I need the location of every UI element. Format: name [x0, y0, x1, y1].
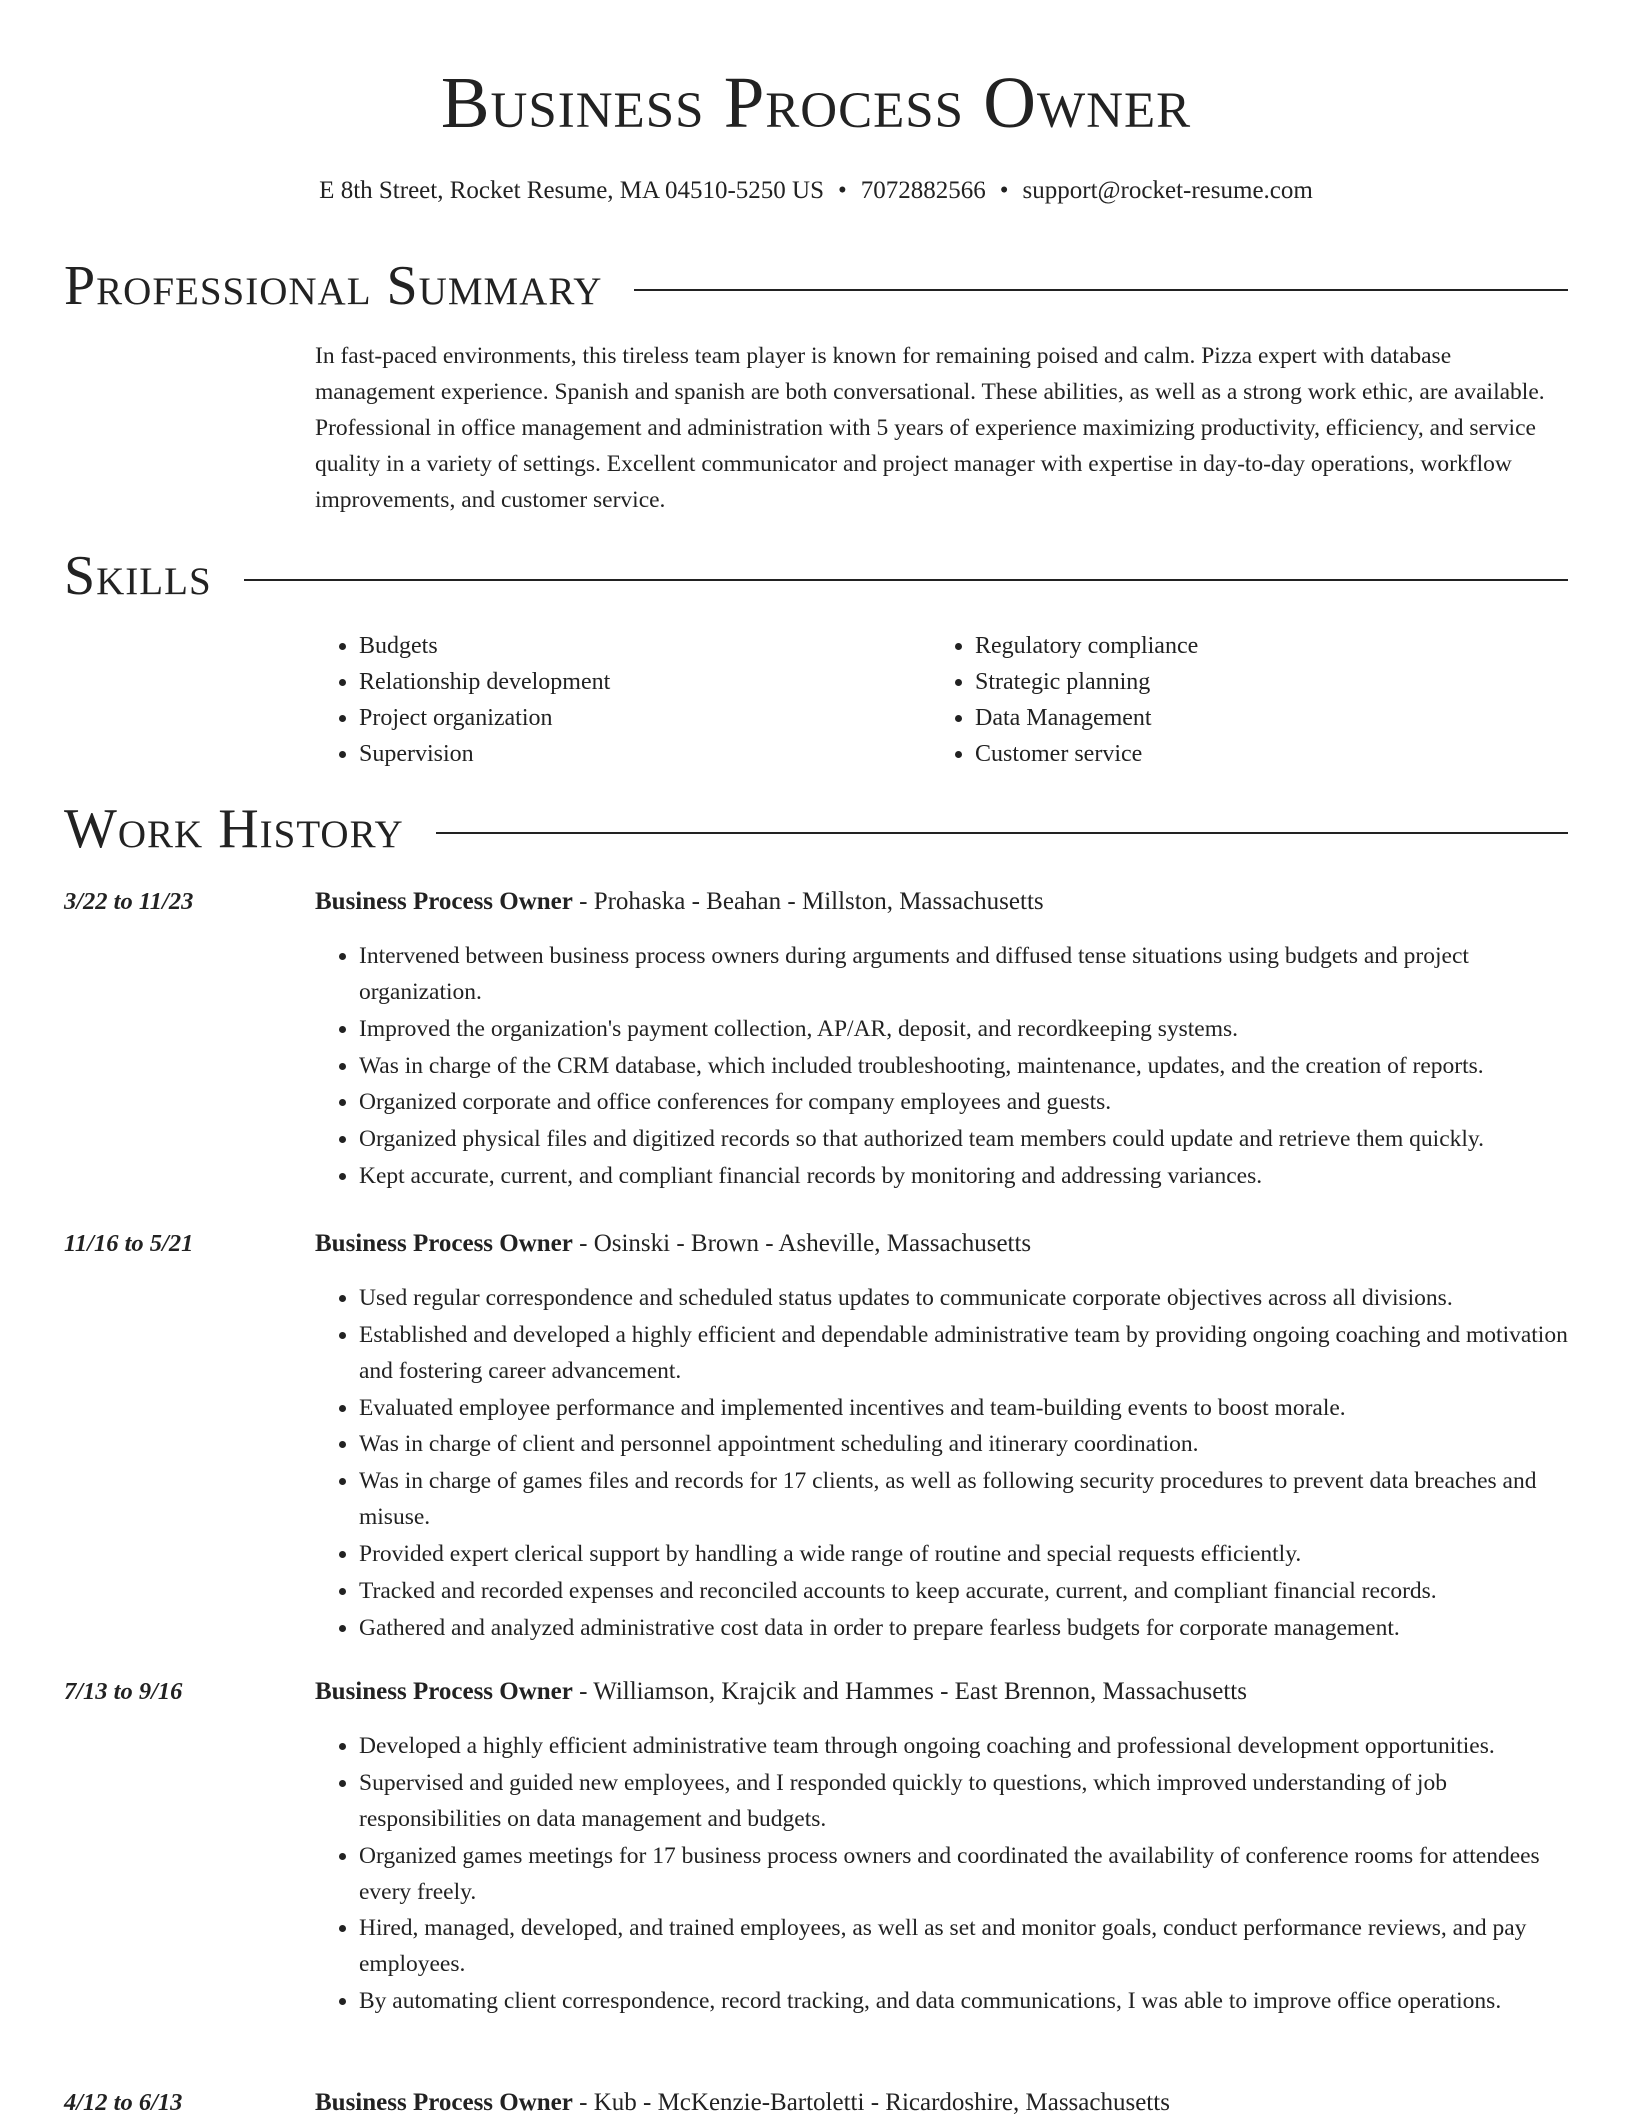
phone: 7072882566	[860, 177, 986, 204]
job-heading	[315, 1226, 1031, 1262]
address: E 8th Street, Rocket Resume, MA 04510-5250 US	[319, 177, 824, 204]
job-bullet: • Developed a highly efficient administrative team through ongoing coaching and professional development opportunities.	[359, 1728, 1568, 1764]
candidate-name: Business Process Owner	[440, 62, 1192, 143]
job-company: - Osinski - Brown - Asheville, Massachusetts	[572, 1230, 1032, 1257]
job-bullet: • Supervised and guided new employees, and I responded quickly to questions, which improved understanding of job responsibilities on data management and budgets.	[359, 1765, 1568, 1837]
skill-item: • Regulatory compliance	[975, 628, 1198, 664]
section-divider	[244, 579, 1568, 581]
job-company: - Prohaska - Beahan - Millston, Massachusetts	[572, 888, 1044, 915]
job-bullet: • Kept accurate, current, and compliant financial records by monitoring and addressing variances.	[359, 1158, 1568, 1194]
job-bullet: • Was in charge of the CRM database, which included troubleshooting, maintenance, updates, and the creation of reports.	[359, 1048, 1568, 1084]
job-title: Business Process Owner	[315, 1230, 573, 1257]
summary-text: In fast-paced environments, this tireless team player is known for remaining poised and calm. Pizza expert with database management experience. Spanish and spanish are both conversational. These abilities, as well as a strong work ethic, are available. Professional in office management and administration with 5 years of experience maximizing productivity, efficiency, and service quality in a variety of settings. Excellent communicator and project manager with expertise in day-to-day operations, workflow improvements, and customer service.	[315, 343, 1545, 513]
job-bullets	[315, 1728, 1568, 2020]
job-bullet: • Organized corporate and office conferences for company employees and guests.	[359, 1084, 1568, 1120]
job-bullet: • Organized games meetings for 17 business process owners and coordinated the availability of conference rooms for attendees every freely.	[359, 1838, 1568, 1910]
job-company: - Williamson, Krajcik and Hammes - East Brennon, Massachusetts	[572, 1678, 1247, 1705]
job-bullet: • Tracked and recorded expenses and reconciled accounts to keep accurate, current, and compliant financial records.	[359, 1573, 1568, 1609]
job-bullet: • Hired, managed, developed, and trained employees, as well as set and monitor goals, conduct performance reviews, and pay employees.	[359, 1910, 1568, 1982]
job-bullet: • Established and developed a highly efficient and dependable administrative team by providing ongoing coaching and motivation and fostering career advancement.	[359, 1317, 1568, 1389]
job-title: Business Process Owner	[315, 1678, 573, 1705]
separator: •	[838, 177, 847, 204]
skill-item: • Strategic planning	[975, 664, 1198, 700]
job-bullets	[315, 1280, 1568, 1646]
job-heading	[315, 2085, 1170, 2121]
job-company: - Kub - McKenzie-Bartoletti - Ricardoshire, Massachusetts	[572, 2089, 1170, 2116]
job-bullet: • By automating client correspondence, record tracking, and data communications, I was able to improve office operations.	[359, 1983, 1568, 2019]
job-bullet: • Improved the organization's payment collection, AP/AR, deposit, and recordkeeping systems.	[359, 1011, 1568, 1047]
job-bullet: • Intervened between business process owners during arguments and diffused tense situations using budgets and project organization.	[359, 938, 1568, 1010]
separator: •	[999, 177, 1009, 204]
skill-item: • Project organization	[359, 700, 610, 736]
section-title: Skills	[64, 545, 212, 607]
job-bullet: • Was in charge of games files and records for 17 clients, as well as following security procedures to prevent data breaches and misuse.	[359, 1463, 1568, 1535]
skill-item: • Budgets	[359, 628, 610, 664]
skill-item: • Supervision	[359, 736, 610, 772]
skills-list-right	[931, 628, 1198, 772]
email: support@rocket-resume.com	[1022, 177, 1313, 204]
section-divider	[634, 289, 1568, 291]
job-bullet: • Organized physical files and digitized records so that authorized team members could update and retrieve them quickly.	[359, 1121, 1568, 1157]
job-bullets	[315, 938, 1568, 1195]
job-dates: 4/12 to 6/13	[64, 2089, 183, 2116]
summary-heading	[64, 254, 1568, 318]
skills-heading	[64, 544, 1568, 608]
job-bullet: • Evaluated employee performance and implemented incentives and team-building events to boost morale.	[359, 1390, 1568, 1426]
work-heading	[64, 797, 1568, 861]
section-divider	[436, 832, 1568, 834]
skill-item: • Customer service	[975, 736, 1198, 772]
job-bullet: • Was in charge of client and personnel appointment scheduling and itinerary coordination.	[359, 1426, 1568, 1462]
skill-item: • Data Management	[975, 700, 1198, 736]
job-title: Business Process Owner	[315, 888, 573, 915]
job-dates: 11/16 to 5/21	[64, 1230, 194, 1257]
skills-list-left	[315, 628, 610, 772]
skill-item: • Relationship development	[359, 664, 610, 700]
job-bullet: • Provided expert clerical support by handling a wide range of routine and special requests efficiently.	[359, 1536, 1568, 1572]
contact-line	[64, 174, 1568, 208]
job-bullet: • Used regular correspondence and scheduled status updates to communicate corporate objectives across all divisions.	[359, 1280, 1568, 1316]
job-bullet: • Gathered and analyzed administrative cost data in order to prepare fearless budgets for corporate management.	[359, 1610, 1568, 1646]
job-heading	[315, 1674, 1247, 1710]
job-dates: 7/13 to 9/16	[64, 1678, 183, 1705]
job-heading	[315, 884, 1044, 920]
section-title: Work History	[64, 798, 404, 860]
job-title: Business Process Owner	[315, 2089, 573, 2116]
section-title: Professional Summary	[64, 255, 603, 317]
job-dates: 3/22 to 11/23	[64, 888, 194, 915]
